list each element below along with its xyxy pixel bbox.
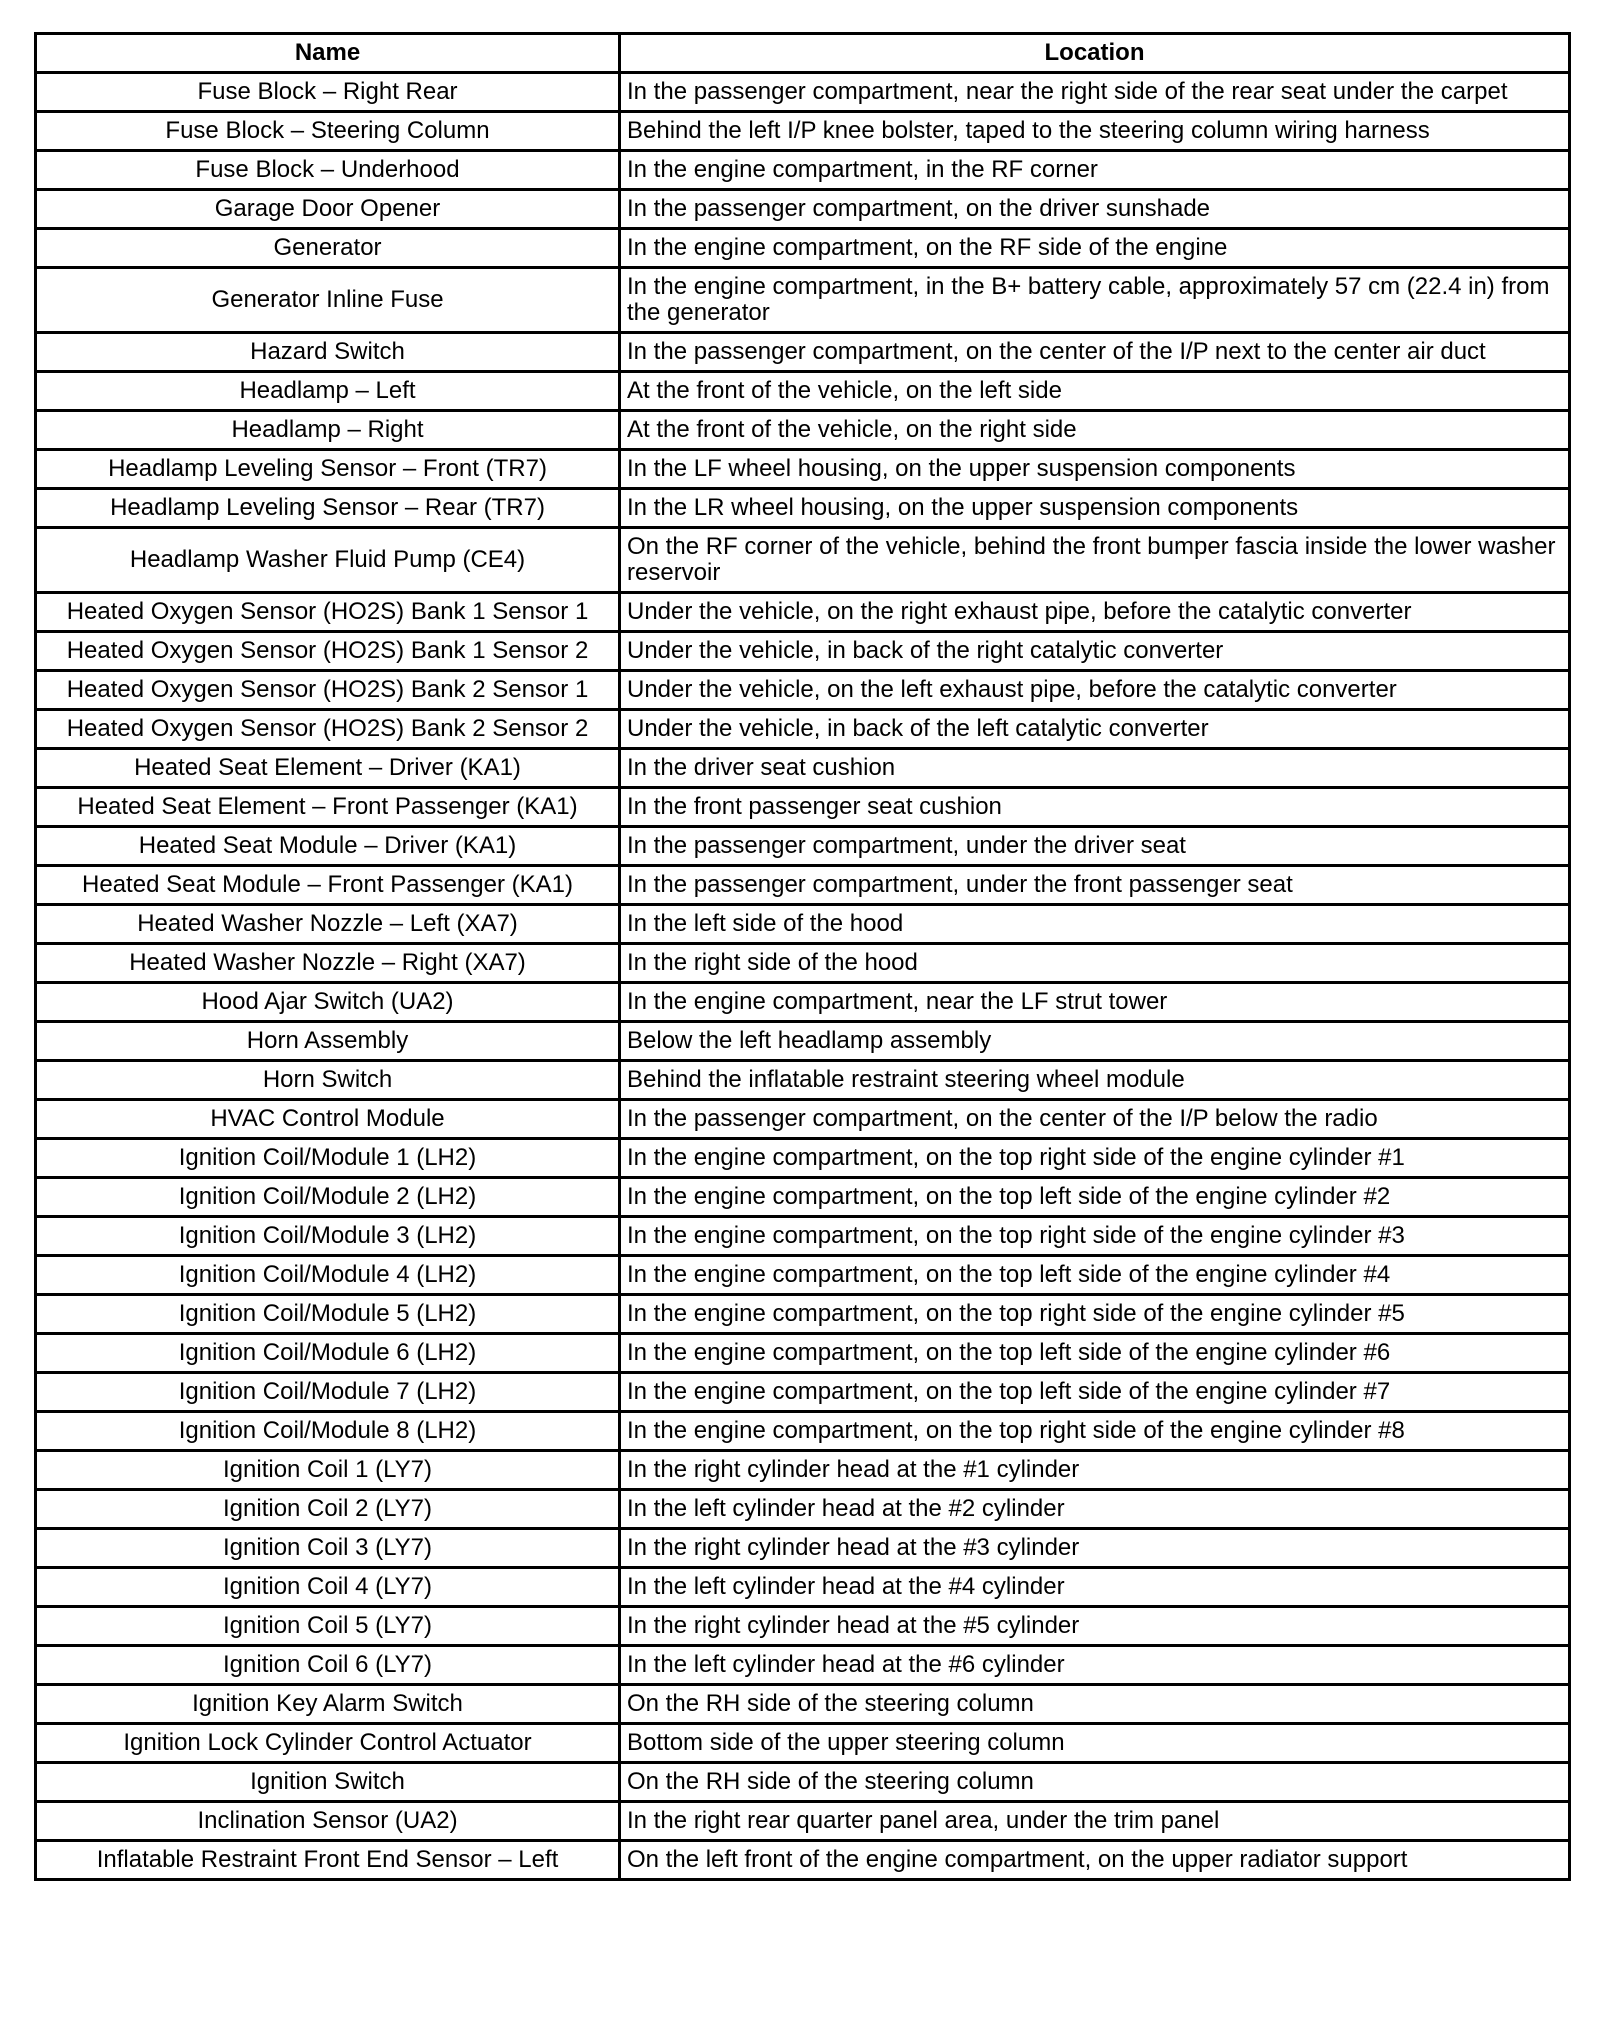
table-row (36, 866, 1570, 905)
table-row (36, 333, 1570, 372)
table-row (36, 749, 1570, 788)
component-name-cell: Fuse Block – Underhood (36, 151, 620, 190)
table-row (36, 1685, 1570, 1724)
component-name-cell: Ignition Coil 3 (LY7) (36, 1529, 620, 1568)
table-row (36, 1763, 1570, 1802)
table-row (36, 1529, 1570, 1568)
component-name-cell: Heated Oxygen Sensor (HO2S) Bank 1 Sensor 2 (36, 632, 620, 671)
component-name-cell: Heated Seat Module – Front Passenger (KA1) (36, 866, 620, 905)
component-location-cell: In the left cylinder head at the #4 cylinder (620, 1568, 1570, 1607)
component-location-cell: In the right side of the hood (620, 944, 1570, 983)
component-name-cell: Ignition Coil/Module 8 (LH2) (36, 1412, 620, 1451)
table-row (36, 827, 1570, 866)
component-location-cell: In the passenger compartment, near the right side of the rear seat under the carpet (620, 73, 1570, 112)
component-name-cell: Inclination Sensor (UA2) (36, 1802, 620, 1841)
component-name-cell: Heated Oxygen Sensor (HO2S) Bank 1 Sensor 1 (36, 593, 620, 632)
table-body (36, 73, 1570, 1880)
component-name-cell: Heated Oxygen Sensor (HO2S) Bank 2 Sensor 2 (36, 710, 620, 749)
table-row (36, 710, 1570, 749)
component-location-cell: Behind the left I/P knee bolster, taped to the steering column wiring harness (620, 112, 1570, 151)
table-row (36, 1139, 1570, 1178)
component-location-cell: At the front of the vehicle, on the right side (620, 411, 1570, 450)
component-location-cell: In the engine compartment, on the top left side of the engine cylinder #4 (620, 1256, 1570, 1295)
table-row (36, 1802, 1570, 1841)
component-location-cell: On the RH side of the steering column (620, 1685, 1570, 1724)
component-location-cell: In the engine compartment, near the LF strut tower (620, 983, 1570, 1022)
component-name-cell: Ignition Coil/Module 5 (LH2) (36, 1295, 620, 1334)
table-row (36, 268, 1570, 333)
component-name-cell: Fuse Block – Right Rear (36, 73, 620, 112)
component-name-cell: Horn Switch (36, 1061, 620, 1100)
component-location-cell: In the engine compartment, on the top right side of the engine cylinder #5 (620, 1295, 1570, 1334)
component-location-table (34, 32, 1571, 1881)
component-name-cell: Heated Seat Element – Driver (KA1) (36, 749, 620, 788)
component-name-cell: Ignition Coil/Module 2 (LH2) (36, 1178, 620, 1217)
component-name-cell: Headlamp Leveling Sensor – Rear (TR7) (36, 489, 620, 528)
table-row (36, 112, 1570, 151)
component-location-cell: In the passenger compartment, under the front passenger seat (620, 866, 1570, 905)
component-location-cell: In the engine compartment, on the top left side of the engine cylinder #2 (620, 1178, 1570, 1217)
component-location-cell: In the right rear quarter panel area, under the trim panel (620, 1802, 1570, 1841)
table-row (36, 229, 1570, 268)
table-row (36, 1178, 1570, 1217)
component-location-cell: Below the left headlamp assembly (620, 1022, 1570, 1061)
table-row (36, 528, 1570, 593)
table-row (36, 1217, 1570, 1256)
component-name-cell: Ignition Coil 6 (LY7) (36, 1646, 620, 1685)
component-location-cell: In the engine compartment, on the top left side of the engine cylinder #6 (620, 1334, 1570, 1373)
column-header-location: Location (620, 34, 1570, 73)
table-row (36, 905, 1570, 944)
component-location-cell: In the engine compartment, in the RF corner (620, 151, 1570, 190)
component-name-cell: Headlamp – Left (36, 372, 620, 411)
component-location-cell: In the passenger compartment, on the center of the I/P below the radio (620, 1100, 1570, 1139)
component-name-cell: Ignition Coil/Module 7 (LH2) (36, 1373, 620, 1412)
component-name-cell: Ignition Coil 4 (LY7) (36, 1568, 620, 1607)
component-name-cell: Hood Ajar Switch (UA2) (36, 983, 620, 1022)
component-name-cell: Generator Inline Fuse (36, 268, 620, 333)
table-row (36, 1607, 1570, 1646)
component-location-cell: In the LR wheel housing, on the upper suspension components (620, 489, 1570, 528)
component-name-cell: Ignition Lock Cylinder Control Actuator (36, 1724, 620, 1763)
component-name-cell: Heated Oxygen Sensor (HO2S) Bank 2 Sensor 1 (36, 671, 620, 710)
component-name-cell: Garage Door Opener (36, 190, 620, 229)
component-location-cell: In the engine compartment, in the B+ battery cable, approximately 57 cm (22.4 in) from the generator (620, 268, 1570, 333)
table-row (36, 1061, 1570, 1100)
component-name-cell: Ignition Coil 5 (LY7) (36, 1607, 620, 1646)
table-row (36, 411, 1570, 450)
component-location-cell: Under the vehicle, in back of the left catalytic converter (620, 710, 1570, 749)
component-name-cell: Heated Seat Module – Driver (KA1) (36, 827, 620, 866)
component-name-cell: Ignition Coil/Module 3 (LH2) (36, 1217, 620, 1256)
header-row (36, 34, 1570, 73)
table-row (36, 1451, 1570, 1490)
table-row (36, 1490, 1570, 1529)
component-location-cell: Bottom side of the upper steering column (620, 1724, 1570, 1763)
component-name-cell: HVAC Control Module (36, 1100, 620, 1139)
table-row (36, 593, 1570, 632)
component-location-cell: In the driver seat cushion (620, 749, 1570, 788)
component-location-cell: In the right cylinder head at the #3 cylinder (620, 1529, 1570, 1568)
table-row (36, 1100, 1570, 1139)
table-row (36, 1412, 1570, 1451)
component-location-cell: In the engine compartment, on the top left side of the engine cylinder #7 (620, 1373, 1570, 1412)
component-location-cell: In the front passenger seat cushion (620, 788, 1570, 827)
table-row (36, 151, 1570, 190)
component-name-cell: Ignition Coil/Module 1 (LH2) (36, 1139, 620, 1178)
component-name-cell: Ignition Coil/Module 4 (LH2) (36, 1256, 620, 1295)
table-row (36, 1256, 1570, 1295)
component-name-cell: Fuse Block – Steering Column (36, 112, 620, 151)
column-header-name: Name (36, 34, 620, 73)
component-name-cell: Inflatable Restraint Front End Sensor – Left (36, 1841, 620, 1880)
component-location-cell: Behind the inflatable restraint steering wheel module (620, 1061, 1570, 1100)
component-location-cell: Under the vehicle, on the left exhaust pipe, before the catalytic converter (620, 671, 1570, 710)
component-name-cell: Generator (36, 229, 620, 268)
table-header (36, 34, 1570, 73)
table-row (36, 671, 1570, 710)
table-row (36, 73, 1570, 112)
component-location-cell: In the LF wheel housing, on the upper suspension components (620, 450, 1570, 489)
table-row (36, 1022, 1570, 1061)
component-location-cell: On the RF corner of the vehicle, behind the front bumper fascia inside the lower washer reservoir (620, 528, 1570, 593)
component-name-cell: Heated Seat Element – Front Passenger (KA1) (36, 788, 620, 827)
component-name-cell: Headlamp Washer Fluid Pump (CE4) (36, 528, 620, 593)
table-row (36, 1295, 1570, 1334)
component-location-cell: On the RH side of the steering column (620, 1763, 1570, 1802)
table-row (36, 1334, 1570, 1373)
component-name-cell: Headlamp Leveling Sensor – Front (TR7) (36, 450, 620, 489)
table-row (36, 190, 1570, 229)
component-location-cell: In the passenger compartment, under the driver seat (620, 827, 1570, 866)
component-location-cell: Under the vehicle, on the right exhaust pipe, before the catalytic converter (620, 593, 1570, 632)
table-row (36, 1646, 1570, 1685)
component-location-cell: Under the vehicle, in back of the right catalytic converter (620, 632, 1570, 671)
component-location-cell: At the front of the vehicle, on the left side (620, 372, 1570, 411)
component-name-cell: Ignition Key Alarm Switch (36, 1685, 620, 1724)
component-name-cell: Ignition Coil/Module 6 (LH2) (36, 1334, 620, 1373)
component-location-cell: In the passenger compartment, on the driver sunshade (620, 190, 1570, 229)
table-row (36, 450, 1570, 489)
component-location-cell: In the left cylinder head at the #6 cylinder (620, 1646, 1570, 1685)
component-name-cell: Horn Assembly (36, 1022, 620, 1061)
component-location-cell: In the engine compartment, on the top right side of the engine cylinder #1 (620, 1139, 1570, 1178)
component-name-cell: Headlamp – Right (36, 411, 620, 450)
component-location-cell: In the left side of the hood (620, 905, 1570, 944)
component-location-cell: In the engine compartment, on the RF side of the engine (620, 229, 1570, 268)
component-location-cell: On the left front of the engine compartment, on the upper radiator support (620, 1841, 1570, 1880)
component-locator-sheet (34, 32, 1568, 1881)
component-location-cell: In the passenger compartment, on the center of the I/P next to the center air duct (620, 333, 1570, 372)
table-row (36, 1568, 1570, 1607)
table-row (36, 983, 1570, 1022)
table-row (36, 944, 1570, 983)
component-location-cell: In the right cylinder head at the #5 cylinder (620, 1607, 1570, 1646)
component-location-cell: In the engine compartment, on the top right side of the engine cylinder #3 (620, 1217, 1570, 1256)
table-row (36, 1373, 1570, 1412)
table-row (36, 1724, 1570, 1763)
table-row (36, 372, 1570, 411)
table-row (36, 788, 1570, 827)
component-name-cell: Ignition Coil 2 (LY7) (36, 1490, 620, 1529)
table-row (36, 632, 1570, 671)
component-name-cell: Ignition Coil 1 (LY7) (36, 1451, 620, 1490)
table-row (36, 1841, 1570, 1880)
table-row (36, 489, 1570, 528)
component-location-cell: In the engine compartment, on the top right side of the engine cylinder #8 (620, 1412, 1570, 1451)
component-name-cell: Ignition Switch (36, 1763, 620, 1802)
component-location-cell: In the left cylinder head at the #2 cylinder (620, 1490, 1570, 1529)
component-name-cell: Heated Washer Nozzle – Left (XA7) (36, 905, 620, 944)
component-location-cell: In the right cylinder head at the #1 cylinder (620, 1451, 1570, 1490)
component-name-cell: Hazard Switch (36, 333, 620, 372)
component-name-cell: Heated Washer Nozzle – Right (XA7) (36, 944, 620, 983)
